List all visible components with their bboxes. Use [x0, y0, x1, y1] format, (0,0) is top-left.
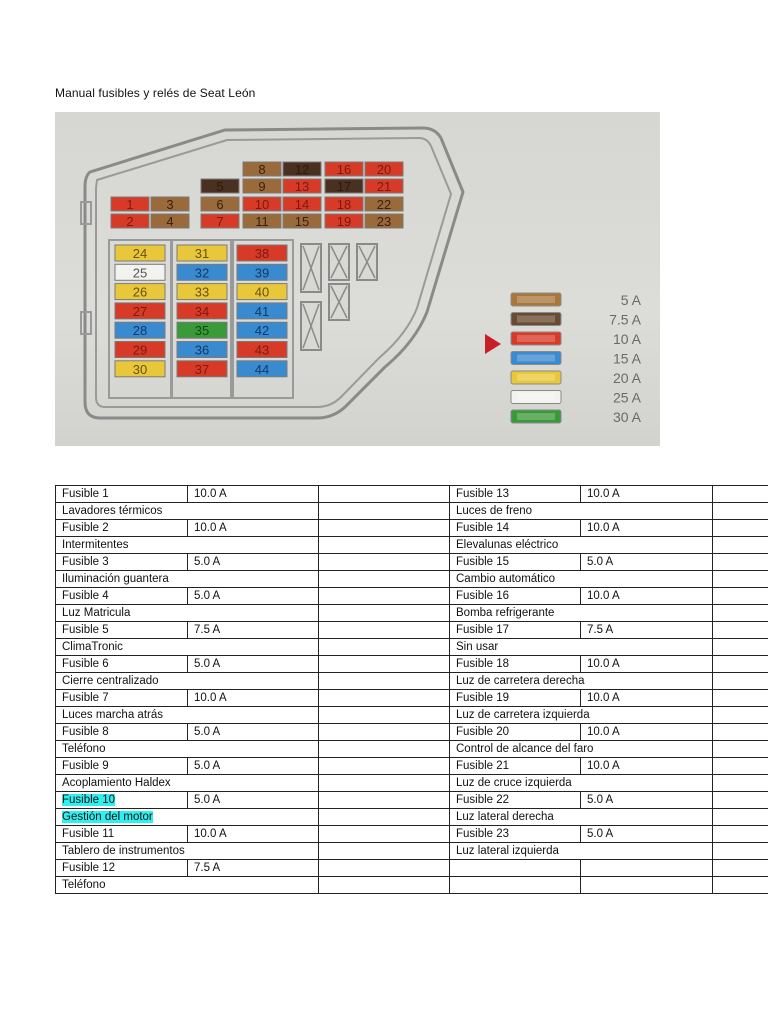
empty-cell: [319, 588, 450, 605]
fuse-name-cell: Fusible 16: [450, 588, 581, 605]
relay-slots: [301, 244, 377, 350]
fuse-name-cell: Fusible 5: [56, 622, 188, 639]
fuse-17: [325, 179, 363, 194]
fuse-number: 42: [254, 323, 270, 339]
empty-cell: [319, 707, 450, 724]
empty-cell: [713, 622, 768, 639]
fuse-name-cell: Fusible 15: [450, 554, 581, 571]
fuse-name-cell: Fusible 14: [450, 520, 581, 537]
fuse-37: [177, 361, 227, 377]
fuse-9: [243, 179, 281, 194]
empty-cell: [319, 826, 450, 843]
legend-swatch-shine: [517, 335, 555, 342]
fuse-amps-cell: 5.0 A: [581, 554, 713, 571]
empty-cell: [319, 639, 450, 656]
empty-cell: [713, 792, 768, 809]
fuse-39: [237, 264, 287, 280]
table-row: [56, 520, 768, 537]
fuse-43: [237, 342, 287, 358]
fuse-description-cell: Luz de carretera izquierda: [450, 707, 713, 724]
fuse-12: [283, 162, 321, 177]
fuse-number: 38: [254, 246, 270, 261]
fuse-number: 34: [194, 303, 210, 319]
fuse-2: [111, 214, 149, 229]
fuse-block-a: [111, 162, 403, 229]
empty-cell: [713, 758, 768, 775]
pointer-arrow-icon: [485, 334, 501, 354]
legend-entry: [511, 351, 642, 367]
empty-cell: [319, 520, 450, 537]
fuse-description-cell: Luz lateral izquierda: [450, 843, 713, 860]
fuse-15: [283, 214, 321, 229]
fuse-amps-cell: 10.0 A: [581, 656, 713, 673]
fuse-description-cell: Teléfono: [56, 877, 319, 894]
fuse-description-cell: Luz Matricula: [56, 605, 319, 622]
empty-cell: [713, 741, 768, 758]
fuse-number: 43: [254, 342, 270, 358]
fuse-26: [115, 284, 165, 300]
fuse-amps-cell: 10.0 A: [581, 588, 713, 605]
fuse-amps-cell: 5.0 A: [188, 554, 319, 571]
table-row: [56, 690, 768, 707]
fuse-description-cell: Lavadores térmicos: [56, 503, 319, 520]
legend-label: 10 A: [612, 331, 641, 347]
legend-entry: [511, 390, 642, 406]
fuse-number: 4: [166, 214, 174, 229]
table-row: [56, 639, 768, 656]
legend-label: 15 A: [612, 350, 641, 367]
empty-cell: [319, 690, 450, 707]
table-row: [56, 554, 768, 571]
fuse-number: 18: [336, 197, 352, 212]
fuse-description-cell: Elevalunas eléctrico: [450, 537, 713, 554]
fuse-28: [115, 322, 165, 338]
empty-cell: [319, 622, 450, 639]
empty-cell: [713, 520, 768, 537]
fuse-number: 28: [132, 323, 148, 339]
legend-entry: [511, 370, 642, 386]
empty-cell: [319, 860, 450, 877]
fuse-24: [115, 245, 165, 261]
fuse-20: [365, 162, 403, 177]
fuse-number: 31: [194, 246, 210, 261]
fuse-description-cell: Sin usar: [450, 639, 713, 656]
fuse-amps-cell: 10.0 A: [188, 486, 319, 503]
fuse-description-cell: Cierre centralizado: [56, 673, 319, 690]
fuse-box-photo: [55, 112, 660, 446]
empty-cell: [713, 537, 768, 554]
fuse-description-cell: Luz de cruce izquierda: [450, 775, 713, 792]
fuse-number: 16: [336, 162, 352, 177]
fuse-description-cell: [56, 809, 319, 826]
fuse-number: 37: [194, 361, 210, 377]
fuse-name-cell: Fusible 1: [56, 486, 188, 503]
fuse-number: 36: [194, 342, 210, 358]
table-row: [56, 571, 768, 588]
table-row: [56, 622, 768, 639]
fuse-number: 29: [132, 342, 148, 358]
fuse-description-cell: ClimaTronic: [56, 639, 319, 656]
legend-label: 7.5 A: [609, 311, 641, 328]
empty-cell: [713, 877, 768, 894]
empty-cell: [319, 571, 450, 588]
empty-cell: [713, 826, 768, 843]
fuse-number: 39: [254, 265, 270, 281]
fuse-27: [115, 303, 165, 319]
table-row: [56, 809, 768, 826]
empty-cell: [713, 707, 768, 724]
fuse-description-cell: Cambio automático: [450, 571, 713, 588]
fuse-10: [243, 197, 281, 212]
fuse-4: [151, 214, 189, 229]
fuse-description-cell: Luz de carretera derecha: [450, 673, 713, 690]
fuse-amps-cell: 10.0 A: [581, 690, 713, 707]
table-row: [56, 707, 768, 724]
fuse-description-cell: Acoplamiento Haldex: [56, 775, 319, 792]
empty-cell: [319, 605, 450, 622]
fuse-36: [177, 342, 227, 358]
empty-cell: [319, 724, 450, 741]
empty-cell: [319, 775, 450, 792]
fuse-amps-cell: 5.0 A: [188, 656, 319, 673]
fuse-21: [365, 179, 403, 194]
fuse-description-cell: Luces marcha atrás: [56, 707, 319, 724]
legend-entry: [511, 409, 642, 425]
empty-cell: [319, 503, 450, 520]
legend-entry: [511, 292, 642, 308]
fuse-amps-cell: 10.0 A: [581, 724, 713, 741]
legend-entry: [511, 331, 642, 347]
fuse-number: 5: [216, 179, 224, 194]
fuse-amps-cell: 5.0 A: [188, 588, 319, 605]
empty-cell: [581, 860, 713, 877]
fuse-number: 27: [132, 303, 148, 319]
legend-label: 25 A: [612, 389, 641, 406]
empty-cell: [713, 775, 768, 792]
empty-cell: [319, 537, 450, 554]
empty-cell: [713, 503, 768, 520]
fuse-number: 40: [254, 284, 270, 300]
table-row: [56, 724, 768, 741]
fuse-name-cell: Fusible 21: [450, 758, 581, 775]
fuse-19: [325, 214, 363, 229]
fuse-number: 23: [376, 214, 392, 229]
fuse-amps-cell: 10.0 A: [581, 486, 713, 503]
fuse-23: [365, 214, 403, 229]
fuse-amps-cell: 5.0 A: [188, 724, 319, 741]
fuse-amps-cell: 7.5 A: [188, 860, 319, 877]
fuse-number: 30: [132, 361, 148, 377]
table-row: [56, 775, 768, 792]
fuse-amps-cell: 5.0 A: [581, 792, 713, 809]
fuse-table: [55, 485, 768, 894]
empty-cell: [319, 843, 450, 860]
fuse-description-cell: Bomba refrigerante: [450, 605, 713, 622]
fuse-18: [325, 197, 363, 212]
table-row: [56, 826, 768, 843]
fuse-32: [177, 264, 227, 280]
legend-swatch-shine: [517, 355, 555, 362]
table-row: [56, 537, 768, 554]
fuse-amps-cell: 7.5 A: [581, 622, 713, 639]
highlighted-text: Fusible 10: [62, 793, 116, 806]
legend-swatch-shine: [517, 394, 555, 401]
legend-swatch-shine: [517, 413, 555, 420]
empty-cell: [713, 690, 768, 707]
fuse-8: [243, 162, 281, 177]
fuse-33: [177, 284, 227, 300]
fuse-description-cell: Tablero de instrumentos: [56, 843, 319, 860]
fuse-amps-cell: 5.0 A: [188, 792, 319, 809]
table-row: [56, 656, 768, 673]
fuse-number: 21: [376, 179, 392, 194]
table-row: [56, 503, 768, 520]
legend-label: 20 A: [612, 370, 641, 386]
fuse-number: 12: [294, 162, 310, 177]
fuse-box-diagram: [55, 112, 660, 446]
amperage-legend: [511, 292, 642, 425]
fuse-number: 14: [294, 197, 310, 212]
empty-cell: [713, 809, 768, 826]
fuse-amps-cell: 10.0 A: [188, 826, 319, 843]
fuse-amps-cell: 10.0 A: [581, 758, 713, 775]
empty-cell: [713, 486, 768, 503]
table-row: [56, 673, 768, 690]
empty-cell: [319, 486, 450, 503]
fuse-14: [283, 197, 321, 212]
fuse-number: 11: [255, 214, 269, 229]
fuse-description-cell: Intermitentes: [56, 537, 319, 554]
legend-entry: [511, 312, 642, 328]
fuse-number: 35: [194, 323, 210, 339]
table-row: [56, 605, 768, 622]
fuse-description-cell: Luz lateral derecha: [450, 809, 713, 826]
fuse-name-cell: Fusible 7: [56, 690, 188, 707]
fuse-number: 13: [294, 179, 310, 194]
legend-label: 30 A: [612, 409, 641, 425]
fuse-number: 24: [132, 246, 148, 261]
fuse-amps-cell: 10.0 A: [188, 520, 319, 537]
empty-cell: [713, 656, 768, 673]
fuse-25: [115, 264, 165, 280]
fuse-44: [237, 361, 287, 377]
fuse-number: 25: [132, 265, 148, 281]
fuse-number: 1: [126, 197, 134, 212]
empty-cell: [713, 673, 768, 690]
fuse-description-cell: Teléfono: [56, 741, 319, 758]
fuse-name-cell: Fusible 17: [450, 622, 581, 639]
highlighted-text: Gestión del motor: [62, 810, 153, 823]
fuse-description-cell: Iluminación guantera: [56, 571, 319, 588]
table-row: [56, 792, 768, 809]
fuse-31: [177, 245, 227, 261]
fuse-number: 15: [294, 214, 310, 229]
legend-swatch-shine: [517, 316, 555, 323]
fuse-number: 2: [126, 214, 134, 229]
fuse-22: [365, 197, 403, 212]
fuse-description-cell: Luces de freno: [450, 503, 713, 520]
fuse-name-cell: Fusible 4: [56, 588, 188, 605]
fuse-amps-cell: 5.0 A: [581, 826, 713, 843]
fuse-30: [115, 361, 165, 377]
fuse-name-cell: Fusible 9: [56, 758, 188, 775]
empty-cell: [319, 809, 450, 826]
fuse-name-cell: Fusible 20: [450, 724, 581, 741]
table-row: [56, 758, 768, 775]
fuse-11: [243, 214, 281, 229]
legend-swatch-shine: [517, 296, 555, 303]
empty-cell: [450, 860, 581, 877]
legend-swatch-shine: [517, 374, 555, 381]
empty-cell: [713, 605, 768, 622]
empty-cell: [581, 877, 713, 894]
fuse-35: [177, 322, 227, 338]
fuse-amps-cell: 10.0 A: [581, 520, 713, 537]
fuse-number: 20: [376, 162, 392, 177]
fuse-name-cell: Fusible 19: [450, 690, 581, 707]
empty-cell: [713, 639, 768, 656]
fuse-number: 3: [166, 197, 174, 212]
fuse-13: [283, 179, 321, 194]
fuse-name-cell: Fusible 6: [56, 656, 188, 673]
empty-cell: [713, 571, 768, 588]
fuse-number: 32: [194, 265, 210, 281]
table-row: [56, 860, 768, 877]
fuse-number: 44: [254, 361, 270, 377]
fuse-5: [201, 179, 239, 194]
empty-cell: [319, 673, 450, 690]
empty-cell: [450, 877, 581, 894]
document-title: Manual fusibles y relés de Seat León: [55, 86, 256, 100]
empty-cell: [713, 588, 768, 605]
fuse-6: [201, 197, 239, 212]
empty-cell: [319, 656, 450, 673]
fuse-42: [237, 322, 287, 338]
fuse-amps-cell: 10.0 A: [188, 690, 319, 707]
fuse-name-cell: Fusible 23: [450, 826, 581, 843]
fuse-1: [111, 197, 149, 212]
fuse-38: [237, 245, 287, 261]
table-row: [56, 741, 768, 758]
fuse-name-cell: Fusible 2: [56, 520, 188, 537]
fuse-29: [115, 342, 165, 358]
empty-cell: [319, 758, 450, 775]
fuse-name-cell: Fusible 8: [56, 724, 188, 741]
fuse-34: [177, 303, 227, 319]
empty-cell: [713, 860, 768, 877]
fuse-name-cell: Fusible 3: [56, 554, 188, 571]
fuse-number: 9: [258, 179, 266, 194]
fuse-16: [325, 162, 363, 177]
fuse-amps-cell: 5.0 A: [188, 758, 319, 775]
fuse-name-cell: [56, 792, 188, 809]
fuse-number: 22: [376, 197, 392, 212]
fuse-description-cell: Control de alcance del faro: [450, 741, 713, 758]
empty-cell: [713, 724, 768, 741]
fuse-number: 26: [132, 284, 148, 300]
empty-cell: [319, 792, 450, 809]
fuse-number: 8: [258, 162, 266, 177]
table-row: [56, 843, 768, 860]
empty-cell: [319, 741, 450, 758]
fuse-name-cell: Fusible 22: [450, 792, 581, 809]
legend-label: 5 A: [620, 292, 641, 308]
fuse-3: [151, 197, 189, 212]
fuse-name-cell: Fusible 18: [450, 656, 581, 673]
empty-cell: [319, 877, 450, 894]
fuse-name-cell: Fusible 13: [450, 486, 581, 503]
table-row: [56, 486, 768, 503]
fuse-number: 17: [336, 179, 352, 194]
table-row: [56, 877, 768, 894]
fuse-7: [201, 214, 239, 229]
empty-cell: [713, 843, 768, 860]
fuse-40: [237, 284, 287, 300]
fuse-number: 19: [336, 214, 352, 229]
table-row: [56, 588, 768, 605]
fuse-name-cell: Fusible 11: [56, 826, 188, 843]
fuse-name-cell: Fusible 12: [56, 860, 188, 877]
empty-cell: [713, 554, 768, 571]
fuse-number: 33: [194, 284, 210, 300]
fuse-number: 6: [216, 197, 224, 212]
fuse-block-b: [109, 240, 293, 398]
fuse-41: [237, 303, 287, 319]
fuse-number: 41: [254, 303, 270, 319]
fuse-amps-cell: 7.5 A: [188, 622, 319, 639]
fuse-number: 7: [216, 214, 224, 229]
empty-cell: [319, 554, 450, 571]
fuse-number: 10: [254, 197, 270, 212]
